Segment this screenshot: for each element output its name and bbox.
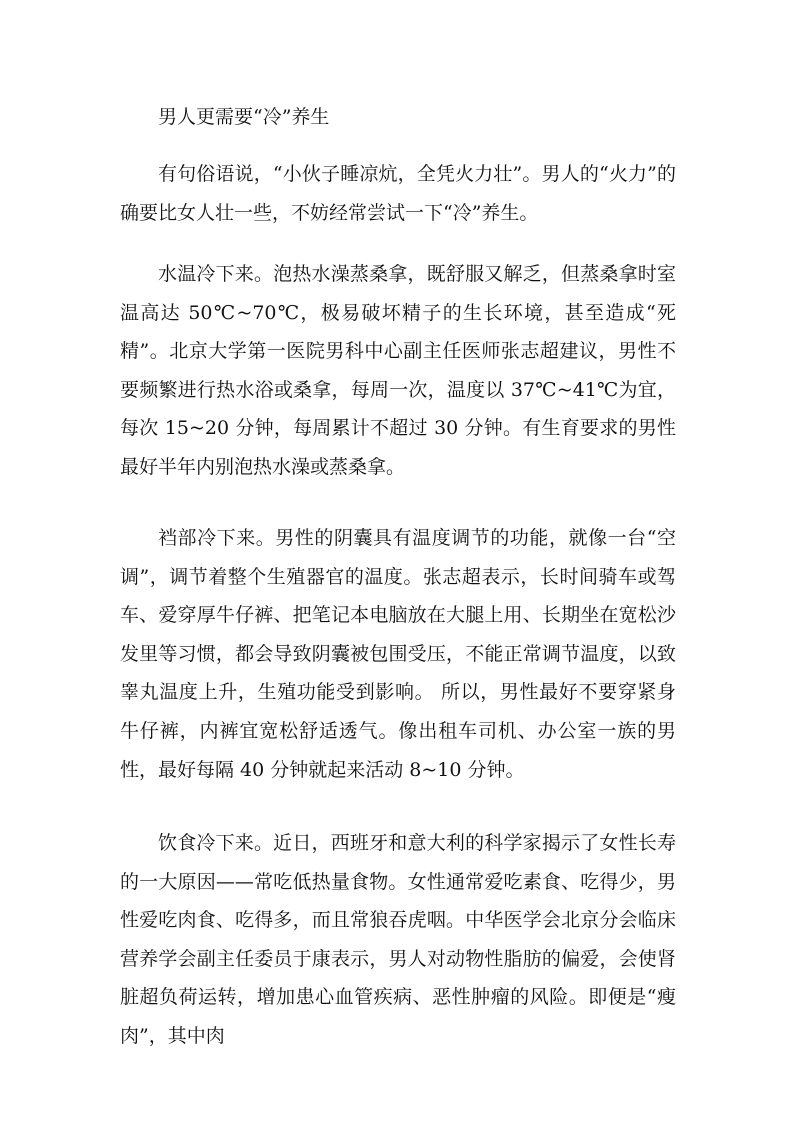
paragraph-crotch-cooling: 裆部冷下来。男性的阴囊具有温度调节的功能，就像一台“空调”，调节着整个生殖器官的温度。张志超表示，长时间骑车或驾车、爱穿厚牛仔裤、把笔记本电脑放在大腿上用、长期坐在宽松沙发里等习惯，都会导致阴囊被包围受压，不能正常调节温度，以致睾丸温度上升，生殖功能受到影响。 所以，男性最好不要穿紧身牛仔裤，内裤宜宽松舒适透气。像出租车司机、办公室一族的男性，最好每隔 40 分钟就起来活动 8~10 分钟。 [120,527,676,781]
paragraph-water-temperature: 水温冷下来。泡热水澡蒸桑拿，既舒服又解乏，但蒸桑拿时室温高达 50℃~70℃，极易破坏精子的生长环境，甚至造成“死精”。北京大学第一医院男科中心副主任医师张志超建议，男性不要频繁进行热水浴或桑拿，每周一次，温度以 37℃~41℃为宜，每次 15~20 分钟，每周累计不超过 30 分钟。有生育要求的男性最好半年内别泡热水澡或蒸桑拿。 [120,263,676,478]
paragraph-diet-cooling: 饮食冷下来。近日，西班牙和意大利的科学家揭示了女性长寿的一大原因——常吃低热量食物。女性通常爱吃素食、吃得少，男性爱吃肉食、吃得多，而且常狼吞虎咽。中华医学会北京分会临床营养学会副主任委员于康表示，男人对动物性脂肪的偏爱，会使肾脏超负荷运转，增加患心血管疾病、恶性肿瘤的风险。即便是“瘦肉”，其中肉 [120,832,676,1047]
article-title: 男人更需要“冷”养生 [158,106,330,128]
paragraph-intro: 有句俗语说，“小伙子睡凉炕，全凭火力壮”。男人的“火力”的确要比女人壮一些，不妨经常尝试一下“冷”养生。 [120,163,676,224]
